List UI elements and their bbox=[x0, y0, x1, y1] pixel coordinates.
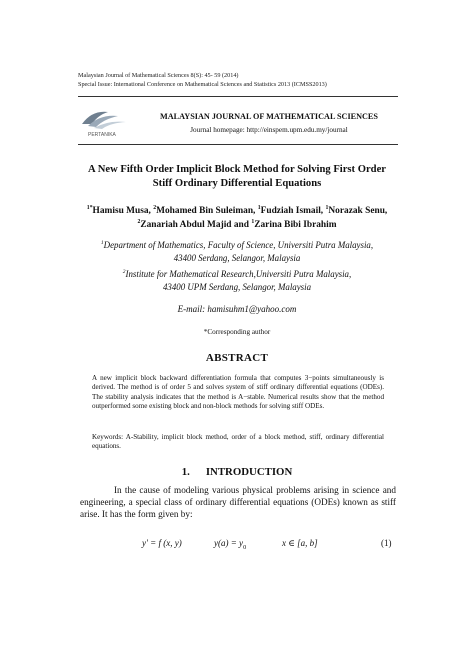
section-number: 1. bbox=[181, 466, 190, 478]
section-heading-introduction bbox=[40, 466, 434, 478]
author-email: E-mail: hamisuhm1@yahoo.com bbox=[177, 304, 297, 314]
affiliation1-line2: 43400 Serdang, Selangor, Malaysia bbox=[173, 253, 301, 263]
header-rule-bottom bbox=[78, 144, 398, 145]
author-name: Hamisu Musa, bbox=[92, 206, 154, 216]
author-sup: 2 bbox=[137, 218, 141, 225]
equation-initial-main: y(a) = y bbox=[214, 538, 244, 548]
journal-title: MALAYSIAN JOURNAL OF MATHEMATICAL SCIENCES bbox=[160, 112, 378, 121]
equation-domain: x ∈ [a, b] bbox=[282, 538, 318, 548]
corresponding-author-note: *Corresponding author bbox=[203, 328, 271, 336]
paper-title-line2: Stiff Ordinary Differential Equations bbox=[152, 178, 322, 189]
affiliation1-line1 bbox=[40, 240, 434, 250]
affiliation-sup: 2 bbox=[122, 269, 126, 276]
author-name: Mohamed Bin Suleiman, bbox=[156, 206, 258, 216]
authors-line2 bbox=[40, 220, 434, 230]
affiliation-text: Institute for Mathematical Research,Universiti Putra Malaysia, bbox=[125, 269, 352, 279]
affiliation-text: Department of Mathematics, Faculty of Science, Universiti Putra Malaysia, bbox=[103, 240, 374, 250]
introduction-paragraph: In the cause of modeling various physical problems arising in science and engineering, a special class of ordinary differential equations (ODEs) known as stiff arise. It has the form given by: bbox=[80, 485, 396, 520]
author-sup: 2 bbox=[153, 204, 157, 211]
author-name: Fudziah Ismail, bbox=[260, 206, 326, 216]
logo-text: PERTANIKA bbox=[88, 132, 116, 138]
paper-title-line1: A New Fifth Order Implicit Block Method for Solving First Order bbox=[88, 164, 386, 175]
authors-line1 bbox=[40, 206, 434, 216]
author-sup: 1 bbox=[325, 204, 329, 211]
author-name: Norazak Senu, bbox=[328, 206, 388, 216]
keywords: Keywords: A-Stability, implicit block method, order of a block method, stiff, ordinary differential equations. bbox=[92, 433, 384, 451]
equation-number: (1) bbox=[381, 538, 392, 548]
pertanika-logo bbox=[78, 102, 130, 140]
author-sup: 1 bbox=[257, 204, 261, 211]
special-issue-note: Special Issue: International Conference on Mathematical Sciences and Statistics 2013 (ICMSS2013) bbox=[78, 81, 327, 88]
affiliation2-line2: 43400 UPM Serdang, Selangor, Malaysia bbox=[162, 282, 312, 292]
abstract-heading: ABSTRACT bbox=[205, 352, 269, 364]
journal-homepage: Journal homepage: http://einspem.upm.edu.my/journal bbox=[190, 126, 348, 134]
affiliation2-line1 bbox=[40, 269, 434, 279]
author-name: Zanariah Abdul Majid and bbox=[140, 220, 252, 230]
author-name: Zarina Bibi Ibrahim bbox=[254, 220, 337, 230]
section-title: INTRODUCTION bbox=[205, 466, 293, 478]
author-sup: 1 bbox=[251, 218, 255, 225]
header-rule-top bbox=[78, 96, 398, 97]
pertanika-logo-icon bbox=[78, 102, 130, 140]
journal-citation: Malaysian Journal of Mathematical Sciences 8(S): 45- 59 (2014) bbox=[78, 72, 239, 79]
equation-ode: y' = f (x, y) bbox=[142, 538, 182, 548]
affiliation-sup: 1 bbox=[100, 240, 104, 247]
equation-initial-condition bbox=[214, 538, 246, 551]
abstract-text: A new implicit block backward differentiation formula that computes 3−points simultaneously is derived. The method is of order 5 and solves system of stiff ordinary differential equations (ODEs). The stability analysis indicates that the method is A−stable. Numerical results show that the method outperformed some existing block and non-block methods for solving stiff ODEs. bbox=[92, 374, 384, 411]
author-sup: 1* bbox=[86, 204, 93, 211]
equation-subscript: 0 bbox=[243, 543, 247, 551]
